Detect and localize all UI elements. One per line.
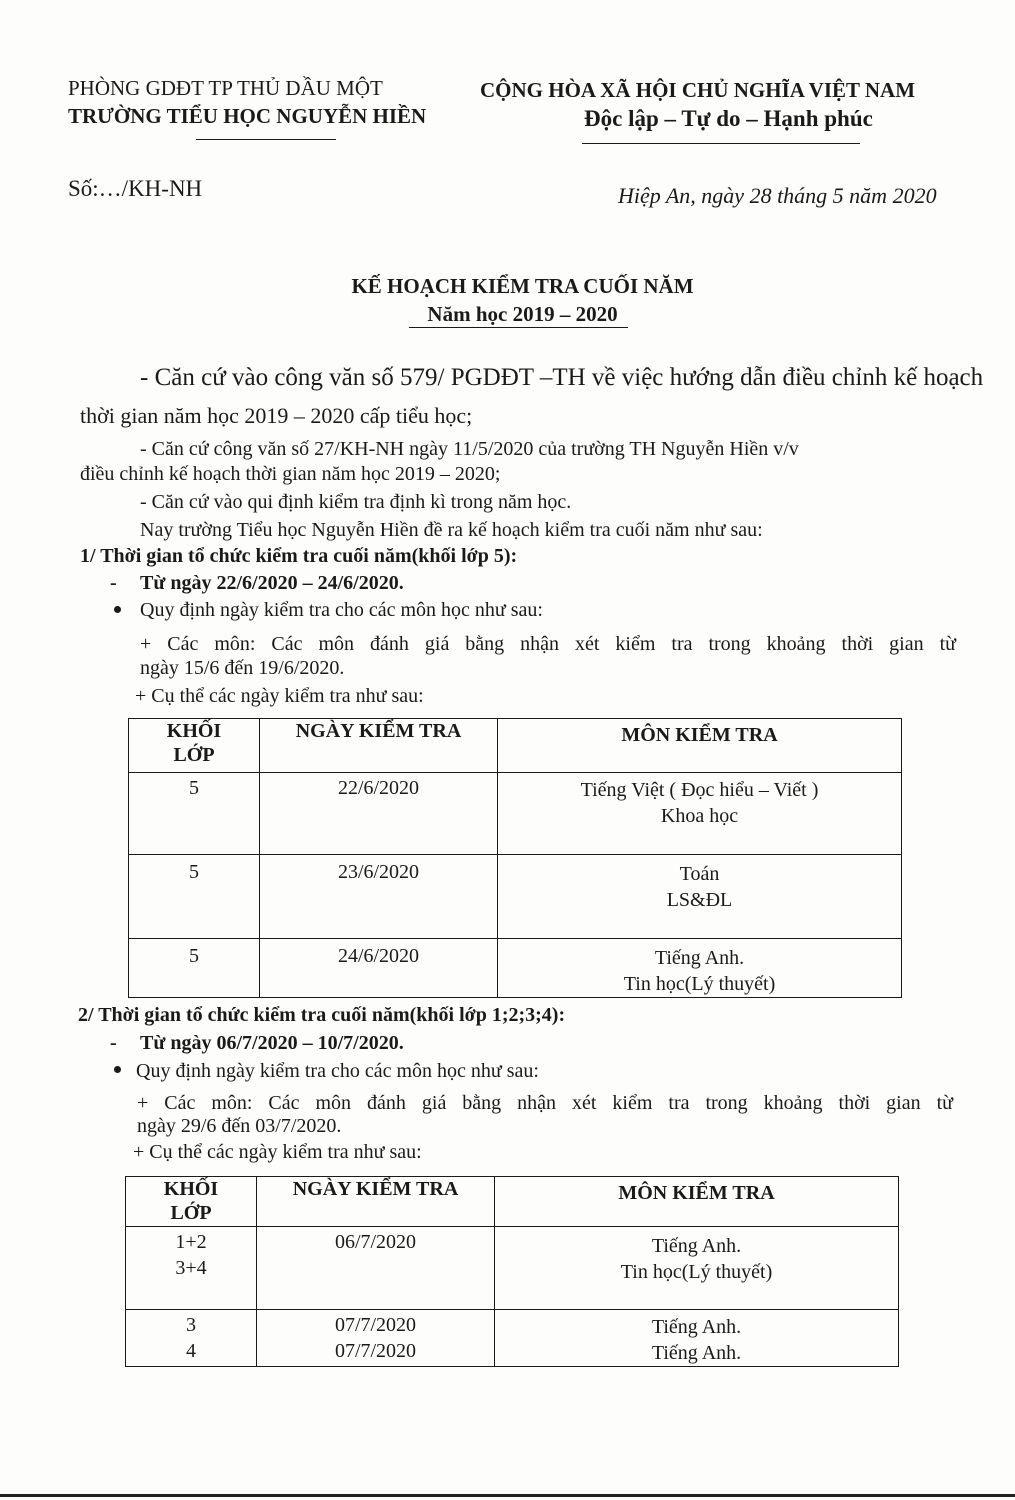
section-2-rule: Quy định ngày kiểm tra cho các môn học như sau: [136, 1060, 539, 1082]
section-2-detail: + Cụ thể các ngày kiểm tra như sau: [133, 1141, 422, 1163]
row-grade-2: 4 [186, 1340, 196, 1362]
row-date: 23/6/2020 [337, 861, 420, 883]
row-grade-2: 3+4 [175, 1257, 207, 1279]
section-1-heading: 1/ Thời gian tổ chức kiểm tra cuối năm(khối lớp 5): [80, 545, 518, 567]
header-grade: KHỐI LỚP [129, 719, 260, 773]
row-date: 24/6/2020 [337, 945, 420, 967]
row-date-1: 07/7/2020 [334, 1314, 417, 1336]
table-row [129, 939, 902, 998]
row-subject-2: Tin học(Lý thuyết) [623, 973, 776, 995]
basis-3: - Căn cứ vào qui định kiểm tra định kì trong năm học. [140, 491, 572, 513]
header-grade: KHỐI LỚP [126, 1177, 257, 1227]
department-name: PHÒNG GDĐT TP THỦ DẦU MỘT [68, 76, 383, 100]
row-date-1: 06/7/2020 [334, 1231, 417, 1253]
row-subject-2: Tiếng Anh. [651, 1342, 742, 1364]
document-number: Số:…/KH-NH [68, 176, 203, 201]
section-1-range: Từ ngày 22/6/2020 – 24/6/2020. [140, 572, 404, 594]
row-grade: 5 [189, 861, 199, 883]
bullet-icon [114, 1066, 121, 1073]
row-subject-1: Toán [679, 863, 720, 885]
republic-name: CỘNG HÒA XÃ HỘI CHỦ NGHĨA VIỆT NAM [480, 78, 916, 102]
basis-1-line-2: thời gian năm học 2019 – 2020 cấp tiểu học; [80, 403, 473, 428]
national-motto: Độc lập – Tự do – Hạnh phúc [584, 106, 873, 131]
row-grade-1: 3 [186, 1314, 196, 1336]
row-grade-1: 1+2 [175, 1231, 207, 1253]
place-date: Hiệp An, ngày 28 tháng 5 năm 2020 [618, 183, 937, 208]
row-subject-2: Khoa học [660, 805, 739, 827]
section-1-dash: - [110, 572, 117, 594]
school-year: Năm học 2019 – 2020 [427, 302, 618, 326]
scan-edge-line [0, 1494, 1015, 1497]
row-grade: 5 [189, 945, 199, 967]
motto-underline [582, 143, 860, 144]
row-date: 22/6/2020 [337, 777, 420, 799]
row-subject-1: Tiếng Anh. [651, 1235, 742, 1257]
section-1-note-line-2: ngày 15/6 đến 19/6/2020. [140, 657, 345, 679]
section-2-note-line-2: ngày 29/6 đến 03/7/2020. [137, 1115, 342, 1137]
school-name: TRƯỜNG TIỂU HỌC NGUYỄN HIỀN [68, 104, 427, 128]
row-subject-1: Tiếng Anh. [654, 947, 745, 969]
schedule-table-1 [128, 718, 902, 998]
section-2-note-line-1: + Các môn: Các môn đánh giá bằng nhận xét kiểm tra trong khoảng thời gian từ [137, 1092, 953, 1114]
section-2-range: Từ ngày 06/7/2020 – 10/7/2020. [140, 1032, 404, 1054]
section-1-detail: + Cụ thể các ngày kiểm tra như sau: [135, 685, 424, 707]
basis-1-line-1: - Căn cứ vào công văn số 579/ PGDĐT –TH về việc hướng dẫn điều chỉnh kế hoạch [140, 364, 984, 391]
table-row [129, 855, 902, 939]
basis-2-line-1: - Căn cứ công văn số 27/KH-NH ngày 11/5/2020 của trường TH Nguyễn Hiền v/v [140, 438, 799, 460]
section-2-heading: 2/ Thời gian tổ chức kiểm tra cuối năm(khối lớp 1;2;3;4): [78, 1004, 566, 1026]
document-title: KẾ HOẠCH KIỂM TRA CUỐI NĂM [351, 274, 694, 298]
row-subject-1: Tiếng Việt ( Đọc hiểu – Viết ) [580, 779, 819, 801]
basis-2-line-2: điều chỉnh kế hoạch thời gian năm học 2019 – 2020; [80, 463, 501, 485]
section-1-note-line-1: + Các môn: Các môn đánh giá bằng nhận xét kiểm tra trong khoảng thời gian từ [140, 633, 956, 655]
row-subject-2: Tin học(Lý thuyết) [620, 1261, 773, 1283]
row-subject-2: LS&ĐL [666, 889, 733, 911]
table-row [126, 1310, 899, 1367]
header-subject: MÔN KIỂM TRA [498, 719, 902, 773]
bullet-icon [114, 606, 121, 613]
table-header-row [129, 719, 902, 773]
table-row [126, 1227, 899, 1310]
header-date: NGÀY KIỂM TRA [257, 1177, 495, 1227]
year-underline [409, 327, 628, 328]
header-date: NGÀY KIỂM TRA [260, 719, 498, 773]
row-date-2: 07/7/2020 [334, 1340, 417, 1362]
section-1-rule: Quy định ngày kiểm tra cho các môn học như sau: [140, 599, 543, 621]
schedule-table-2 [125, 1176, 899, 1367]
row-subject-1: Tiếng Anh. [651, 1316, 742, 1338]
row-grade: 5 [189, 777, 199, 799]
table-row [129, 773, 902, 855]
table-header-row [126, 1177, 899, 1227]
intro-text: Nay trường Tiểu học Nguyễn Hiền đề ra kế hoạch kiểm tra cuối năm như sau: [140, 519, 763, 541]
school-underline [196, 139, 336, 140]
section-2-dash: - [110, 1032, 117, 1054]
header-subject: MÔN KIỂM TRA [495, 1177, 899, 1227]
